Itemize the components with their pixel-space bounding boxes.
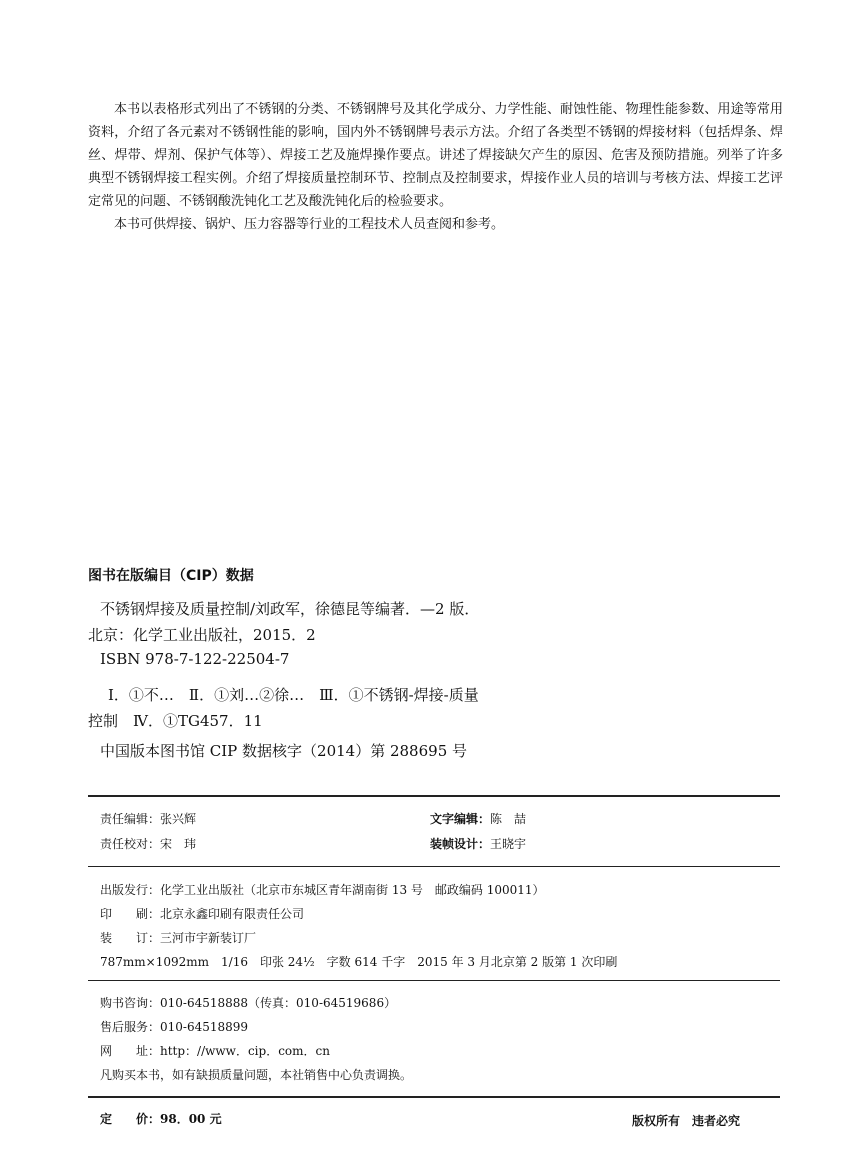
designer-label: 装帧设计： <box>430 837 491 851</box>
cip-title-line: 不锈钢焊接及质量控制/刘政军，徐德昆等编著．—2 版． <box>100 600 480 618</box>
price-line: 定 价：98．00 元 <box>100 1112 222 1126</box>
editor-credit <box>100 810 196 827</box>
printer-line: 印 刷：北京永鑫印刷有限责任公司 <box>100 907 305 921</box>
editor-name: 张兴辉 <box>160 812 197 826</box>
description-paragraph: 本书以表格形式列出了不锈钢的分类、不锈钢牌号及其化学成分、力学性能、耐蚀性能、物理性能参数、用途等常用资料，介绍了各元素对不锈钢性能的影响，国内外不锈钢牌号表示方法。介绍了各类型不锈钢的焊接材料（包括焊条、焊丝、焊带、焊剂、保护气体等）、焊接工艺及施焊操作要点。讲述了焊接缺欠产生的原因、危害及预防措施。列举了许多典型不锈钢焊接工程实例。介绍了焊接质量控制环节、控制点及控制要求，焊接作业人员的培训与考核方法、焊接工艺评定常见的问题、不锈钢酸洗钝化工艺及酸洗钝化后的检验要求。 <box>88 102 783 209</box>
audience-paragraph: 本书可供焊接、锅炉、压力容器等行业的工程技术人员查阅和参考。 <box>114 217 505 232</box>
proofreader-credit <box>100 835 196 852</box>
text-editor-credit <box>430 810 526 827</box>
proofreader-name: 宋 玮 <box>160 837 197 851</box>
designer-credit <box>430 835 526 852</box>
exchange-note: 凡购买本书，如有缺损质量问题，本社销售中心负责调换。 <box>100 1068 413 1082</box>
cip-heading: 图书在版编目（CIP）数据 <box>88 568 254 584</box>
contact-top-rule <box>88 980 780 981</box>
publisher-line: 出版发行：化学工业出版社（北京市东城区青年湖南街 13 号 邮政编码 100011） <box>100 883 545 897</box>
service-line: 售后服务：010-64518899 <box>100 1020 249 1034</box>
cip-subject-line: Ⅰ．①不… Ⅱ．①刘…②徐… Ⅲ．①不锈钢-焊接-质量 <box>108 686 479 704</box>
footer-rule <box>88 1096 780 1098</box>
purchase-line: 购书咨询：010-64518888（传真：010-64519686） <box>100 996 397 1010</box>
cip-isbn-line: ISBN 978-7-122-22504-7 <box>100 650 290 668</box>
proofreader-label: 责任校对： <box>100 837 161 851</box>
text-editor-label: 文字编辑： <box>430 812 491 826</box>
credits-top-rule <box>88 795 780 797</box>
editor-label: 责任编辑： <box>100 812 161 826</box>
cip-record-line: 中国版本图书馆 CIP 数据核字（2014）第 288695 号 <box>100 742 468 760</box>
text-editor-name: 陈 喆 <box>490 812 527 826</box>
credits-bottom-rule <box>88 866 780 867</box>
website-line: 网 址：http：//www．cip．com．cn <box>100 1044 330 1058</box>
specs-line: 787mm×1092mm 1/16 印张 24½ 字数 614 千字 2015 年 3 月北京第 2 版第 1 次印刷 <box>100 955 618 969</box>
book-description <box>88 98 783 236</box>
cip-publisher-line: 北京：化学工业出版社，2015．2 <box>88 626 316 644</box>
rights-line: 版权所有 违者必究 <box>632 1114 741 1128</box>
designer-name: 王晓宇 <box>490 837 527 851</box>
cip-class-line: 控制 Ⅳ．①TG457．11 <box>88 712 263 730</box>
binder-line: 装 订：三河市宇新装订厂 <box>100 931 257 945</box>
